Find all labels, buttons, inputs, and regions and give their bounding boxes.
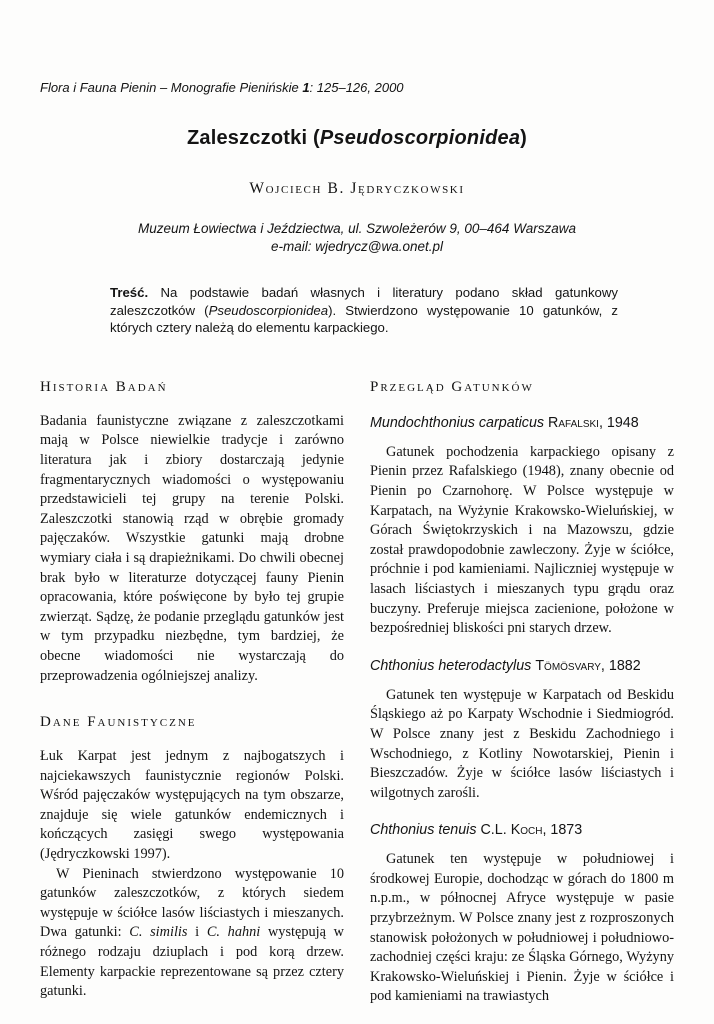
species-heading-mundochthonius-carpaticus: Mundochthonius carpaticus Rafalski, 1948 [370, 414, 639, 431]
paper-title: Zaleszczotki (Pseudoscorpionidea) [186, 127, 528, 149]
author-name: Wojciech B. Jędryczkowski [249, 180, 465, 197]
affiliation-email: e-mail: wjedrycz@wa.onet.pl [270, 239, 443, 254]
section-heading-dane-faunistyczne: Dane Faunistyczne [40, 714, 197, 731]
species-heading-chthonius-tenuis: Chthonius tenuis C.L. Koch, 1873 [370, 822, 583, 839]
species-heading-chthonius-heterodactylus: Chthonius heterodactylus Tömösvary, 1882 [370, 657, 641, 674]
paragraph-faunistics-1: Łuk Karpat jest jednym z najbogatszych i najciekawszych faunistycznie regionów Polski. Wśród pajęczaków występujących na tym obszarze, znajduje się wiele gatunków endemicznych i kończących zasięgi swego występowania (Jędryczkowski 1997). [40, 748, 344, 863]
species-text-chthonius-tenuis: Gatunek ten występuje w południowej i środkowej Europie, dochodząc w górach do 1800 m n.p.m., w północnej Afryce występuje w pasie przybrzeżnym. W Polsce znany jest z rozproszonych stanowisk położonych w południowej i południowo-zachodniej części kraju: ze Śląska Górnego, Wyżyny Krakowsko-Wieluńskiej i Pienin. Żyje w ściółce i pod kamieniami na trawiastych [370, 851, 674, 1005]
abstract: Treść. Na podstawie badań własnych i literatury podano skład gatunkowy zaleszczotków (Pseudoscorpionidea). Stwierdzono występowanie 10 gatunków, z których cztery należą do elementu karpackiego. [110, 285, 618, 336]
paragraph-history: Badania faunistyczne związane z zaleszczotkami mają w Polsce niewielkie tradycje i zarówno literatura jak i zbiory dostarczają jedynie fragmentarycznych wiadomości o występowaniu przedstawicieli tej grupy na terenie Polski. Zaleszczotki stanowią rząd w obrębie gromady pajęczaków. Wszystkie gatunki mają drobne wymiary ciała i są drapieżnikami. Do chwili obecnej brak było w literaturze dotyczącej fauny Pienin opracowania, które poświęcone by było tej grupie zwierząt. Sądzę, że podanie przeglądu gatunków jest w tym przypadku niezbędne, tym bardziej, że obecne wiadomości nie wystarczają do przeprowadzenia ogólniejszej analizy. [40, 412, 344, 684]
right-column [370, 379, 674, 1007]
affiliation-block [40, 220, 674, 256]
species-text-chthonius-heterodactylus: Gatunek ten występuje w Karpatach od Beskidu Śląskiego aż po Karpaty Wschodnie i Siedmiogród. W Polsce znany jest z Beskidu Zachodniego i Wschodniego, z Kotliny Nowotarskiej, Pienin i Bieszczadów. Żyje w ściółce lasów liściastych i wilgotnych zarośli. [370, 686, 674, 801]
left-column [40, 379, 344, 1007]
species-text-mundochthonius-carpaticus: Gatunek pochodzenia karpackiego opisany z Pienin przez Rafalskiego (1948), znany obecnie od Pienin po Czarnohorę. W Polsce występuje w Karpatach, na Wyżynie Krakowsko-Wieluńskiej, w Górach Świętokrzyskich i na Mazowszu, gdzie został prawdopodobnie zawleczony. Żyje w ściółce, próchnie i pod kamieniami. Najliczniej występuje w lasach liściastych i mieszanych typu grądu oraz buczyny. Preferuje miejsca zacienione, położone w bezpośredniej bliskości pni starych drzew. [370, 443, 674, 637]
affiliation-address: Muzeum Łowiectwa i Jeździectwa, ul. Szwoleżerów 9, 00–464 Warszawa [138, 221, 576, 236]
paragraph-faunistics-2: W Pieninach stwierdzono występowanie 10 gatunków zaleszczotków, z których siedem występuje w ściółce lasów liściastych i mieszanych. Dwa gatunki: C. similis i C. hahni występują w różnego rodzaju dziuplach i pod korą drzew. Elementy karpackie reprezentowane są przez cztery gatunki. [40, 865, 344, 1000]
two-column-body [40, 379, 674, 1007]
section-heading-przeglad-gatunkow: Przegląd Gatunków [370, 378, 534, 395]
journal-header: Flora i Fauna Pienin – Monografie Pienińskie 1: 125–126, 2000 [40, 80, 404, 95]
section-heading-historia-badan: Historia Badań [40, 378, 168, 395]
